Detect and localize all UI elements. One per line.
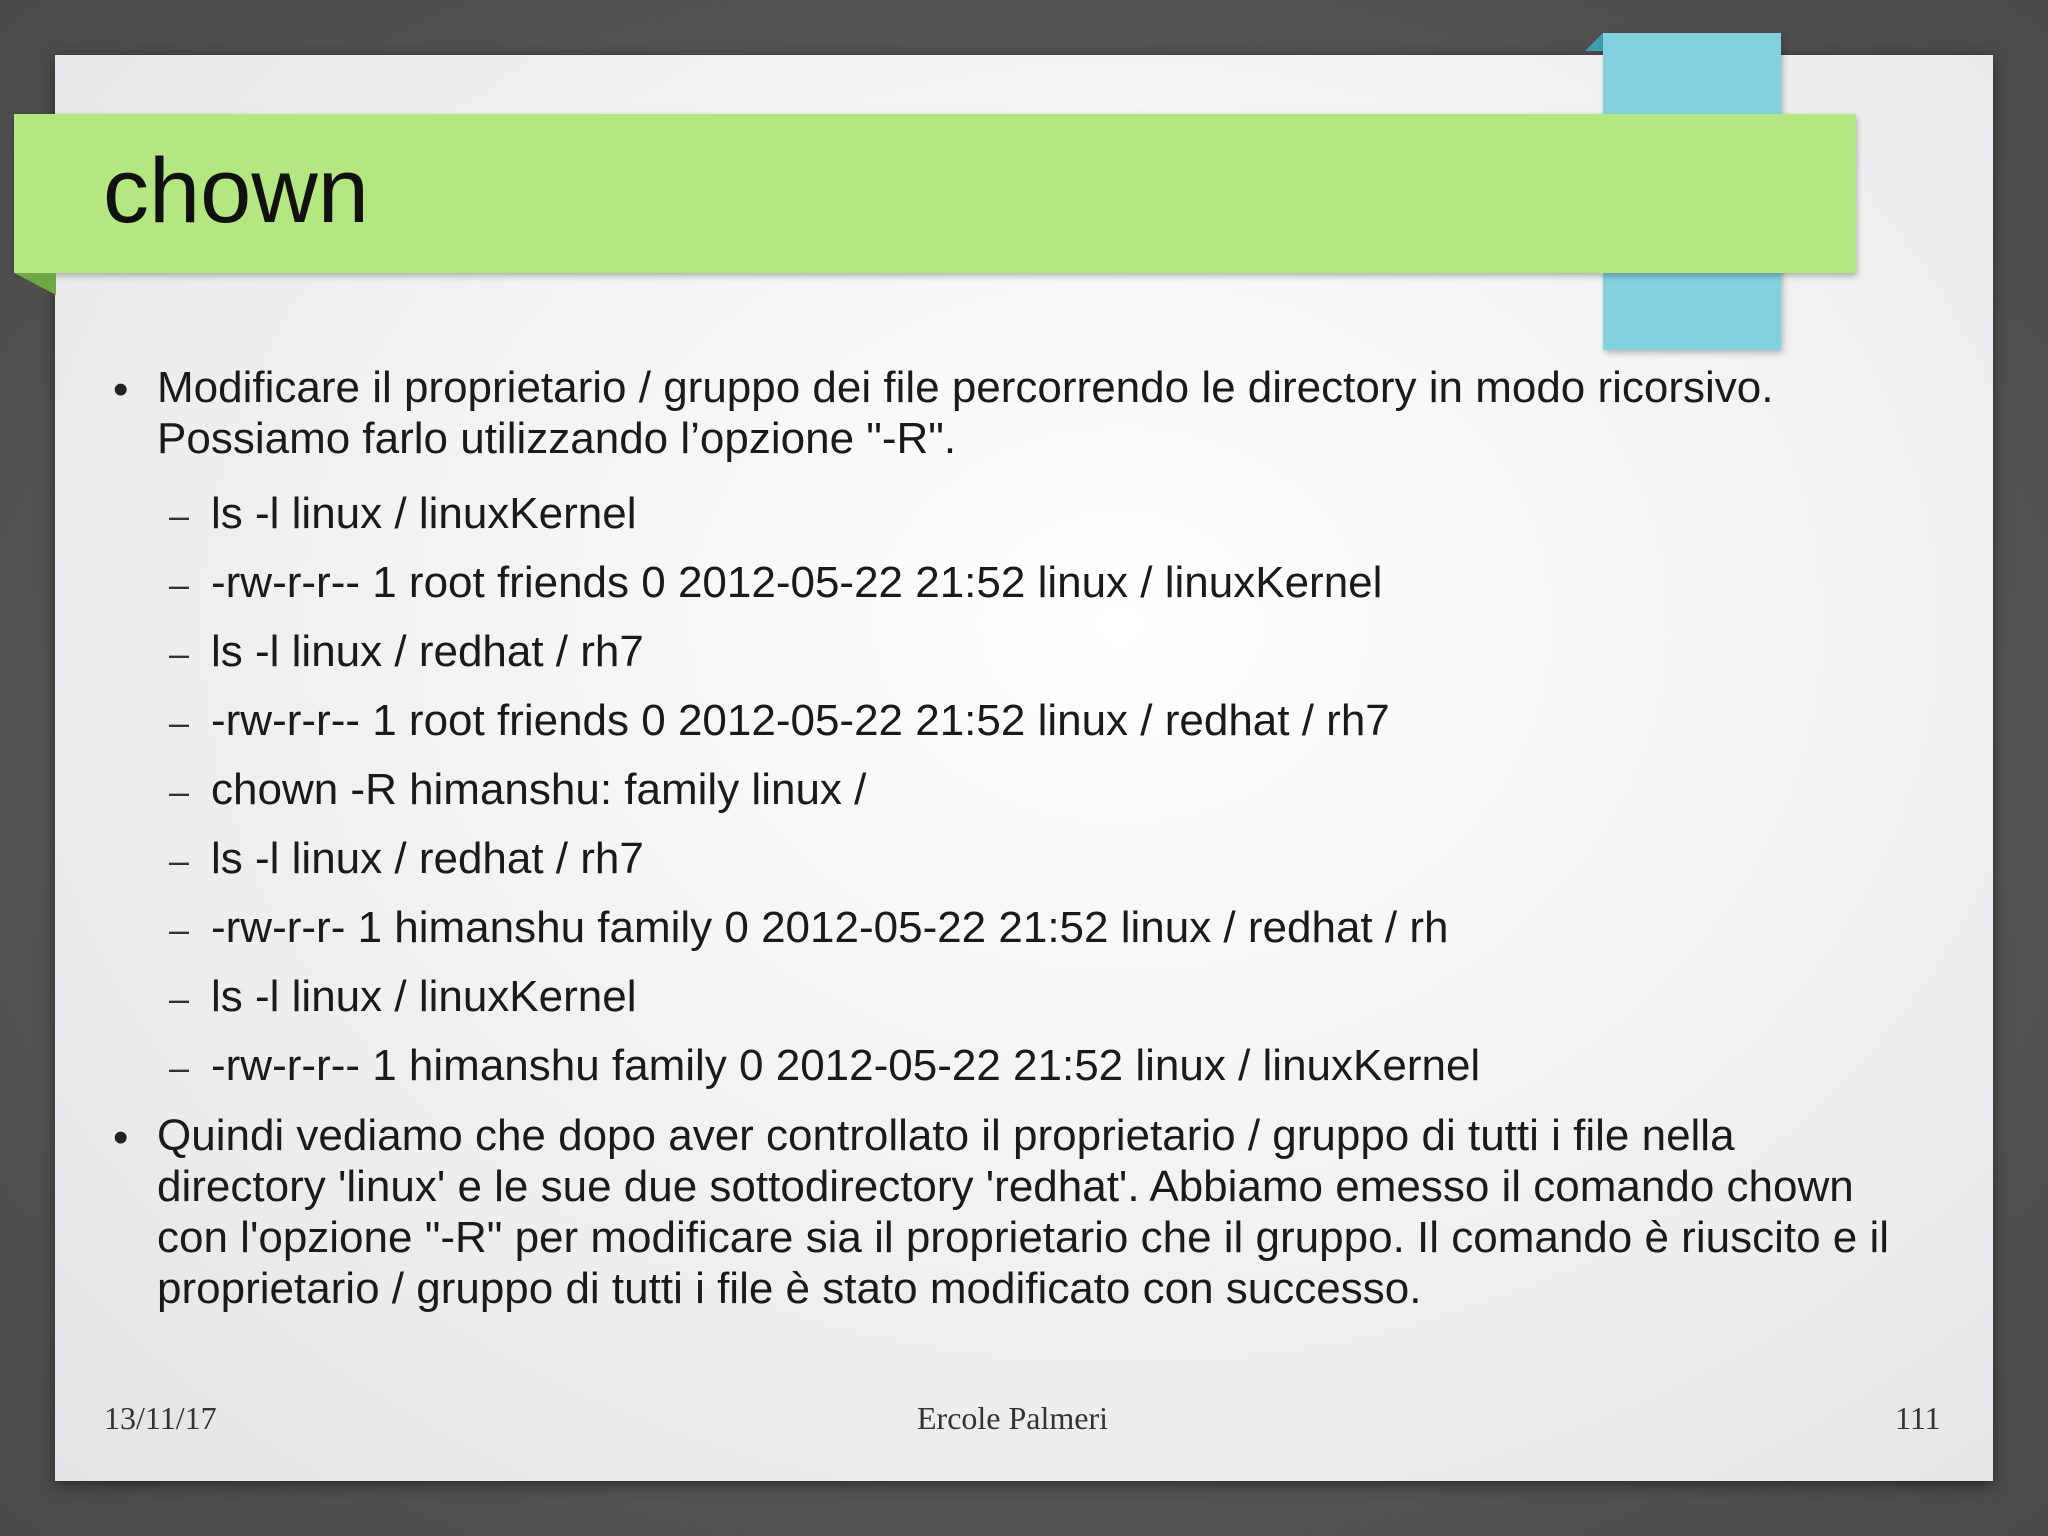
dash-marker: – bbox=[169, 633, 190, 674]
sub-item-text: -rw-r-r-- 1 himanshu family 0 2012-05-22 21:52 linux / linuxKernel bbox=[211, 1041, 1481, 1090]
dash-marker: – bbox=[169, 771, 190, 812]
bullet-marker: • bbox=[113, 365, 129, 414]
footer-date: 13/11/17 bbox=[104, 1400, 217, 1436]
sub-item-text: -rw-r-r- 1 himanshu family 0 2012-05-22 21:52 linux / redhat / rh bbox=[211, 903, 1449, 952]
sub-item bbox=[169, 557, 1382, 610]
dash-marker: – bbox=[169, 978, 190, 1019]
sub-item-text: chown -R himanshu: family linux / bbox=[211, 765, 867, 814]
sub-item-text: -rw-r-r-- 1 root friends 0 2012-05-22 21:52 linux / linuxKernel bbox=[211, 558, 1383, 607]
footer-page-number: 111 bbox=[1895, 1400, 1941, 1436]
sub-item bbox=[169, 626, 644, 679]
sub-item-text: ls -l linux / redhat / rh7 bbox=[211, 834, 644, 883]
dash-marker: – bbox=[169, 1047, 190, 1088]
bullet-paragraph-1: Modificare il proprietario / gruppo dei file percorrendo le directory in modo ricorsivo. Possiamo farlo utilizzando l’opzione "-R". bbox=[157, 363, 1774, 463]
dash-marker: – bbox=[169, 495, 190, 536]
sub-item bbox=[169, 695, 1390, 748]
sub-item bbox=[169, 764, 866, 817]
sub-item-text: ls -l linux / linuxKernel bbox=[211, 489, 637, 538]
sub-item bbox=[169, 488, 637, 541]
slide-title: chown bbox=[103, 140, 369, 242]
sub-item bbox=[169, 971, 637, 1024]
sub-item-text: ls -l linux / linuxKernel bbox=[211, 972, 637, 1021]
sub-item bbox=[169, 833, 644, 886]
dash-marker: – bbox=[169, 840, 190, 881]
sub-item-text: ls -l linux / redhat / rh7 bbox=[211, 627, 644, 676]
sub-item bbox=[169, 902, 1448, 955]
sub-item-text: -rw-r-r-- 1 root friends 0 2012-05-22 21:52 linux / redhat / rh7 bbox=[211, 696, 1390, 745]
dash-marker: – bbox=[169, 702, 190, 743]
bullet-paragraph-2: Quindi vediamo che dopo aver controllato il proprietario / gruppo di tutti i file nella directory 'linux' e le sue due sottodirectory 'redhat'. Abbiamo emesso il comando chown con l'opzione "-R" per modificare sia il proprietario che il gruppo. Il comando è riuscito e il proprietario / gruppo di tutti i file è stato modificato con successo. bbox=[157, 1111, 1890, 1313]
bullet-marker: • bbox=[113, 1113, 129, 1162]
dash-marker: – bbox=[169, 909, 190, 950]
footer-author: Ercole Palmeri bbox=[917, 1400, 1109, 1436]
dash-marker: – bbox=[169, 564, 190, 605]
sub-item bbox=[169, 1040, 1480, 1093]
